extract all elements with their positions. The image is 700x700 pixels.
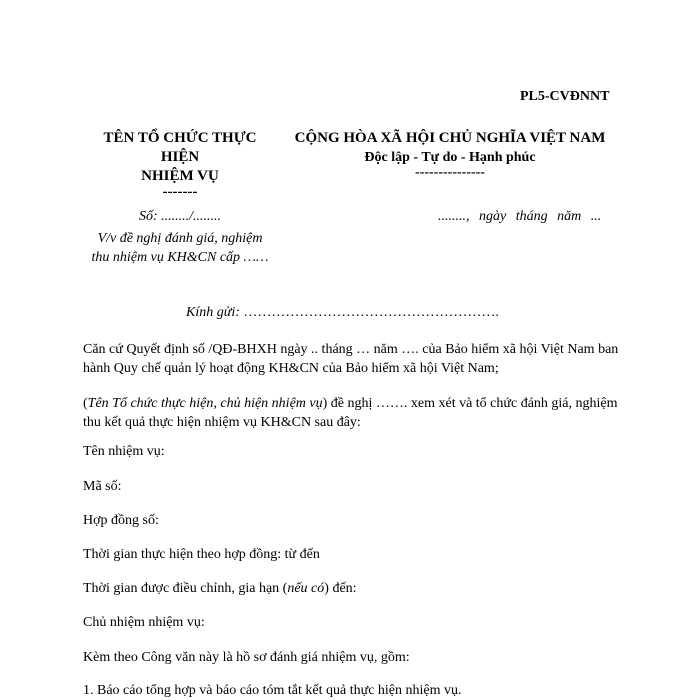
adjusted-suffix: ) đến: [324,581,357,596]
contract-field: Hợp đồng số: [83,513,159,528]
legal-basis-paragraph: Căn cứ Quyết định số /QĐ-BHXH ngày .. tháng … năm …. của Bảo hiểm xã hội Việt Nam ban hành Quy chế quản lý hoạt động KH&CN của Bảo hiểm xã hội Việt Nam; [83,342,619,376]
organization-line-3: NHIỆM VỤ [141,168,219,184]
request-paragraph [83,394,623,432]
organization-separator: ------- [162,184,198,200]
recipient-line [186,305,499,321]
subject-line-1: V/v đề nghị đánh giá, nghiệm [97,231,263,246]
document-number: Số: ......../........ [138,209,222,224]
nation-separator: --------------- [415,165,485,180]
nation-motto: Độc lập - Tự do - Hạnh phúc [364,150,536,165]
adjusted-italic: nếu có [287,581,325,596]
adjusted-prefix: Thời gian được điều chỉnh, gia hạn ( [83,581,288,596]
request-italic-text: Tên Tổ chức thực hiện, chủ hiện nhiệm vụ [87,396,323,411]
organization-line-2: HIỆN [160,149,200,165]
attachment-item-1: 1. Báo cáo tổng hợp và báo cáo tóm tắt kết quả thực hiện nhiệm vụ. [83,683,462,698]
attachments-intro: Kèm theo Công văn này là hồ sơ đánh giá nhiệm vụ, gồm: [83,650,410,665]
task-name-field: Tên nhiệm vụ: [83,444,165,459]
place-date: ........, ngày tháng năm ... [438,209,602,224]
document-subject [80,229,280,267]
adjusted-period-field [83,581,357,597]
organization-header [80,129,280,198]
task-leader-field: Chủ nhiệm nhiệm vụ: [83,615,205,630]
subject-line-2: thu nhiệm vụ KH&CN cấp …… [91,250,269,265]
organization-line-1: TÊN TỔ CHỨC THỰC [103,130,257,146]
nation-header [290,129,610,179]
recipient-value: ………………………………………………. [239,305,499,320]
nation-title: CỘNG HÒA XÃ HỘI CHỦ NGHĨA VIỆT NAM [294,130,606,146]
request-rest-text: ) đề nghị ……. xem xét và tổ chức đánh giá, nghiệm thu kết quả thực hiện nhiệm vụ KH&CN sau đây: [83,396,618,430]
form-code: PL5-CVĐNNT [520,89,610,104]
code-field: Mã số: [83,479,122,494]
request-open-paren: ( [83,396,88,411]
recipient-label: Kính gửi: [186,305,240,320]
period-field: Thời gian thực hiện theo hợp đồng: từ đến [83,547,320,562]
